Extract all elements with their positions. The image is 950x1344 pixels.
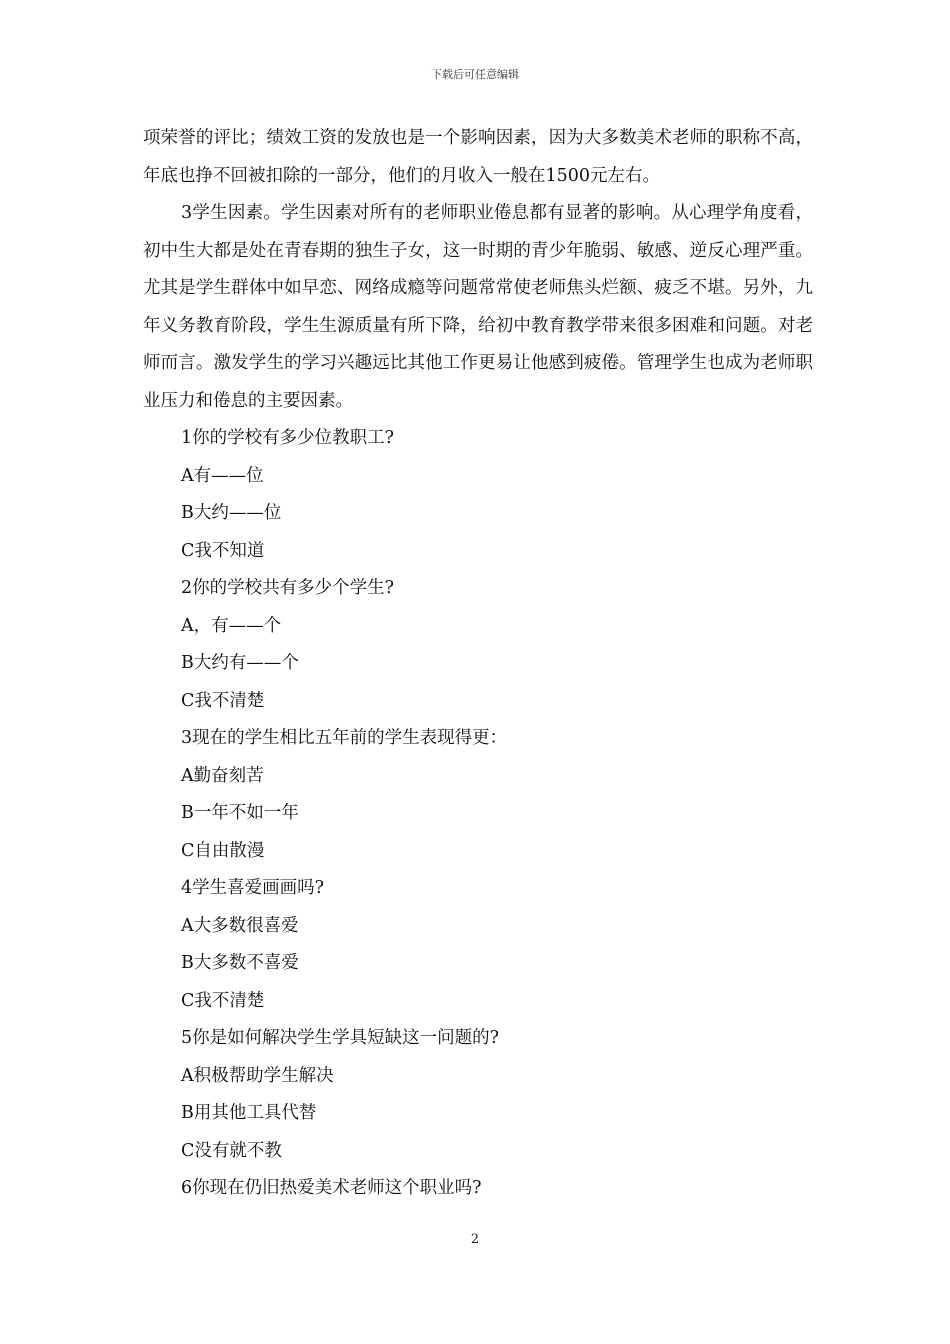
survey-option: C自由散漫	[181, 840, 265, 861]
page-header: 下载后可任意编辑	[431, 68, 519, 81]
survey-option: C没有就不教	[181, 1140, 282, 1161]
survey-option: A勤奋刻苦	[181, 765, 264, 786]
survey-question-3: 3现在的学生相比五年前的学生表现得更：	[181, 728, 508, 748]
survey-list	[143, 420, 813, 1208]
survey-option: A，有——个	[181, 615, 282, 636]
document-body	[143, 120, 813, 1208]
survey-question-2: 2你的学校共有多少个学生?	[181, 578, 395, 598]
survey-option: A积极帮助学生解决	[181, 1065, 334, 1086]
survey-option: B大多数不喜爱	[181, 953, 299, 973]
survey-option: C我不清楚	[181, 690, 265, 711]
survey-question-1: 1你的学校有多少位教职工?	[181, 428, 395, 448]
survey-option: B用其他工具代替	[181, 1103, 317, 1123]
survey-option: B大约有——个	[181, 653, 299, 673]
survey-option: B大约——位	[181, 503, 282, 523]
survey-option: C我不知道	[181, 540, 265, 561]
survey-option: C我不清楚	[181, 990, 265, 1011]
survey-question-6: 6你现在仍旧热爱美术老师这个职业吗?	[181, 1178, 482, 1198]
survey-question-5: 5你是如何解决学生学具短缺这一问题的?	[181, 1028, 500, 1048]
survey-option: B一年不如一年	[181, 803, 299, 823]
survey-option: A有——位	[181, 465, 264, 486]
paragraph-student-factors: 3学生因素。学生因素对所有的老师职业倦息都有显著的影响。从心理学角度看，初中生大都是处在青春期的独生子女，这一时期的青少年脆弱、敏感、逆反心理严重。尤其是学生群体中如早恋、网络成瘾等问题常常使老师焦头烂额、疲乏不堪。另外，九年义务教育阶段，学生生源质量有所下降，给初中教育教学带来很多困难和问题。对老师而言。激发学生的学习兴趣远比其他工作更易让他感到疲倦。管理学生也成为老师职业压力和倦息的主要因素。	[143, 203, 813, 411]
survey-question-4: 4学生喜爱画画吗?	[181, 878, 325, 898]
paragraph-continuation: 项荣誉的评比；绩效工资的发放也是一个影响因素，因为大多数美术老师的职称不高，年底也挣不回被扣除的一部分，他们的月收入一般在1500元左右。	[143, 128, 813, 186]
page-number: 2	[470, 1232, 480, 1247]
survey-option: A大多数很喜爱	[181, 915, 299, 936]
